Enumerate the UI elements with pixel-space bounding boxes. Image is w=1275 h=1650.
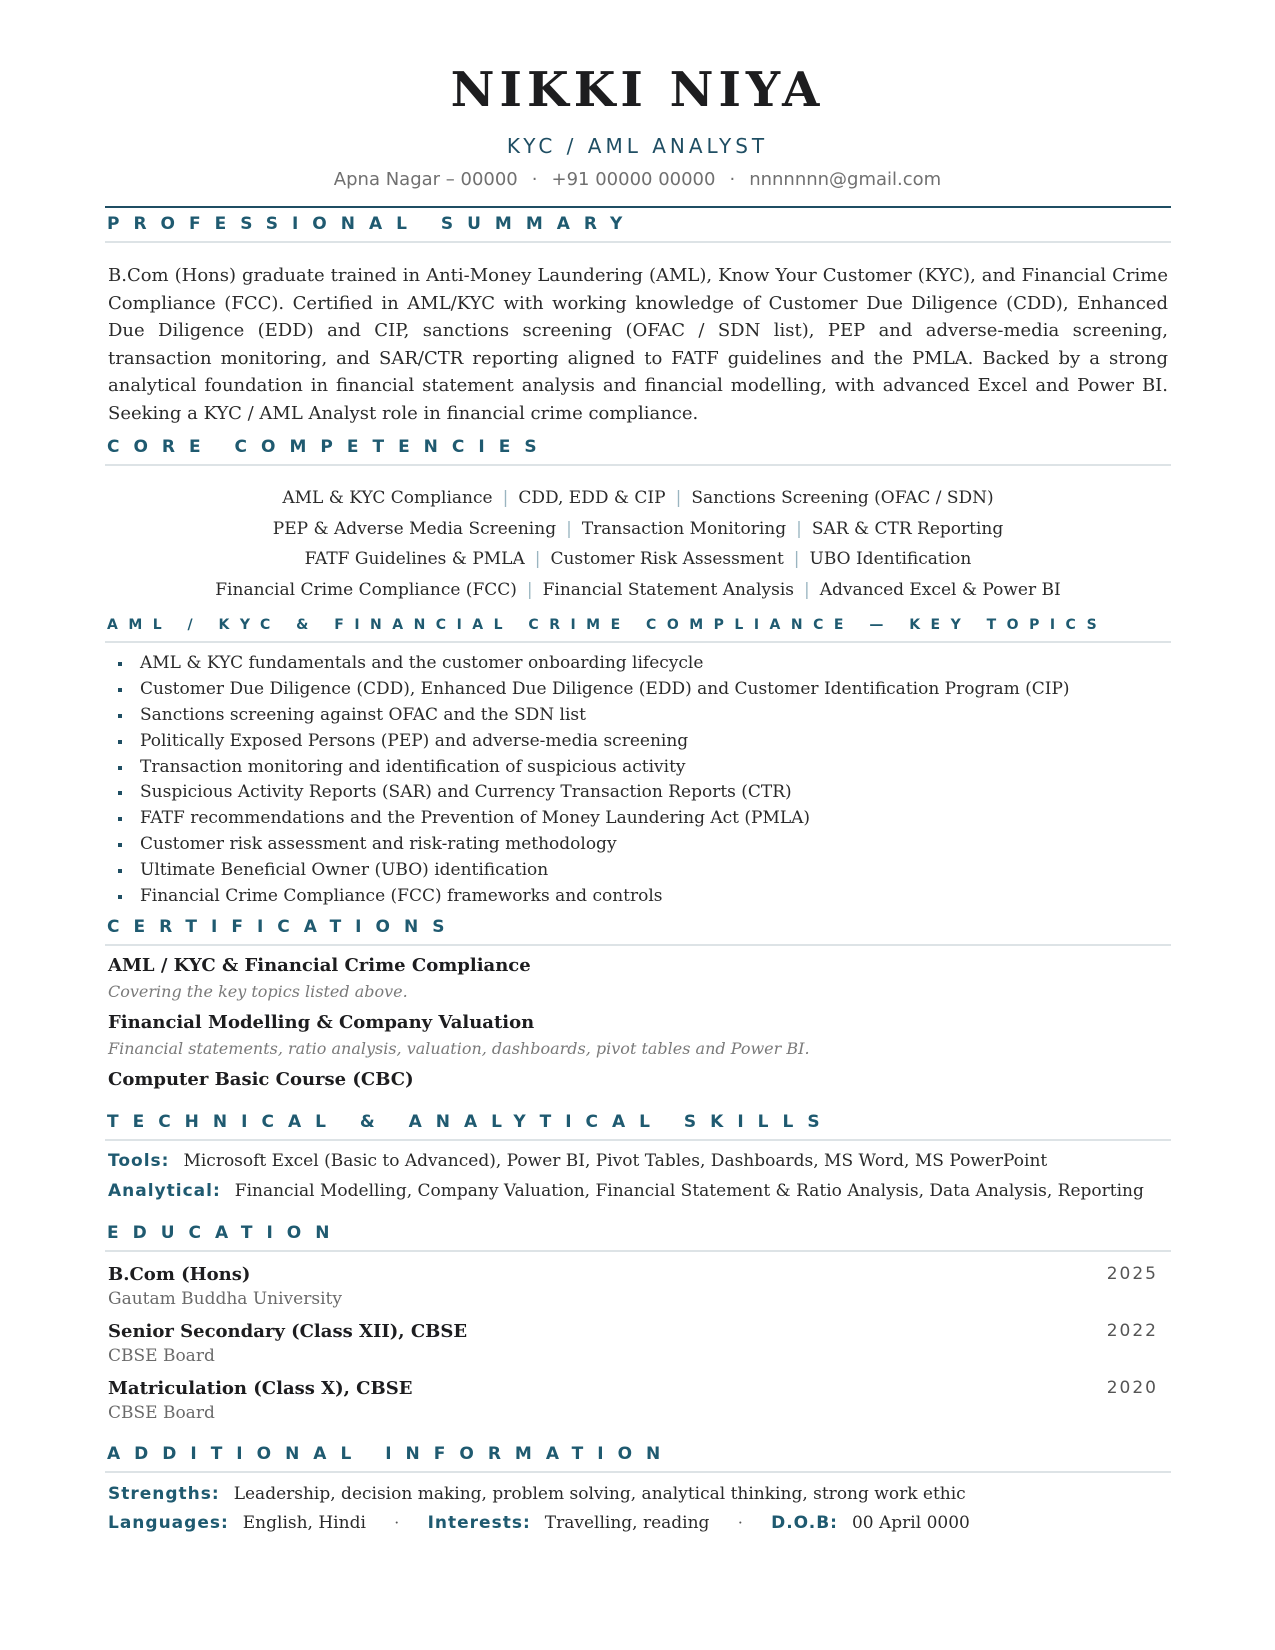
topic-text: Sanctions screening against OFAC and the SDN list bbox=[140, 704, 586, 725]
languages-value: English, Hindi bbox=[242, 1513, 366, 1533]
education-entry bbox=[108, 1264, 1158, 1309]
bullet-icon bbox=[118, 714, 122, 718]
contact-line bbox=[0, 169, 1275, 190]
topic-text: FATF recommendations and the Prevention of Money Laundering Act (PMLA) bbox=[140, 808, 811, 829]
skills-tools-row bbox=[108, 1151, 1047, 1171]
certification-description: Covering the key topics listed above. bbox=[108, 982, 408, 1001]
section-divider bbox=[105, 944, 1171, 946]
competency-row bbox=[105, 575, 1171, 606]
list-item bbox=[118, 703, 1158, 729]
bullet-icon bbox=[118, 791, 122, 795]
section-divider bbox=[105, 241, 1171, 243]
section-divider bbox=[105, 1139, 1171, 1141]
topic-text: Politically Exposed Persons (PEP) and adverse-media screening bbox=[140, 730, 689, 751]
skills-tools-value: Microsoft Excel (Basic to Advanced), Power BI, Pivot Tables, Dashboards, MS Word, MS PowerPoint bbox=[183, 1151, 1048, 1171]
bullet-icon bbox=[118, 869, 122, 873]
bullet-icon bbox=[118, 843, 122, 847]
competency-item: UBO Identification bbox=[809, 549, 972, 569]
section-divider bbox=[105, 1471, 1171, 1473]
competency-separator: | bbox=[502, 488, 509, 508]
detail-separator: · bbox=[393, 1513, 400, 1532]
contact-separator: · bbox=[531, 169, 538, 190]
competency-item: Transaction Monitoring bbox=[581, 518, 787, 539]
competency-item: FATF Guidelines & PMLA bbox=[304, 549, 525, 569]
competency-separator: | bbox=[793, 549, 800, 569]
education-degree: Matriculation (Class X), CBSE bbox=[108, 1378, 413, 1399]
personal-details-row bbox=[108, 1513, 970, 1533]
topics-list bbox=[118, 651, 1158, 910]
topic-text: Ultimate Beneficial Owner (UBO) identification bbox=[140, 860, 549, 881]
strengths-value: Leadership, decision making, problem solving, analytical thinking, strong work ethic bbox=[233, 1484, 966, 1504]
list-item bbox=[118, 884, 1158, 910]
competency-row bbox=[105, 544, 1171, 575]
education-degree: Senior Secondary (Class XII), CBSE bbox=[108, 1321, 468, 1342]
skills-analytical-value: Financial Modelling, Company Valuation, Financial Statement & Ratio Analysis, Data Analysis, Reporting bbox=[234, 1181, 1144, 1201]
competency-item: AML & KYC Compliance bbox=[282, 488, 493, 508]
section-title-skills: TECHNICAL & ANALYTICAL SKILLS bbox=[107, 1112, 834, 1132]
certification-name: Computer Basic Course (CBC) bbox=[108, 1069, 414, 1090]
section-title-competencies: CORE COMPETENCIES bbox=[107, 437, 551, 457]
contact-email[interactable]: nnnnnnn@gmail.com bbox=[749, 169, 942, 190]
candidate-role: KYC / AML ANALYST bbox=[506, 134, 769, 158]
section-divider bbox=[105, 464, 1171, 466]
certification-name: Financial Modelling & Company Valuation bbox=[108, 1012, 535, 1033]
strengths-row bbox=[108, 1484, 966, 1504]
competency-item: CDD, EDD & CIP bbox=[518, 488, 666, 508]
contact-address: Apna Nagar – 00000 bbox=[333, 169, 518, 190]
education-degree: B.Com (Hons) bbox=[108, 1264, 251, 1285]
bullet-icon bbox=[118, 662, 122, 666]
competency-item: SAR & CTR Reporting bbox=[811, 518, 1004, 539]
topic-text: Suspicious Activity Reports (SAR) and Currency Transaction Reports (CTR) bbox=[140, 782, 792, 803]
education-institution: CBSE Board bbox=[108, 1403, 215, 1423]
competency-item: Sanctions Screening (OFAC / SDN) bbox=[691, 488, 994, 508]
contact-phone: +91 00000 00000 bbox=[551, 169, 716, 190]
section-title-certifications: CERTIFICATIONS bbox=[107, 917, 459, 937]
bullet-icon bbox=[118, 817, 122, 821]
topic-text: Transaction monitoring and identification of suspicious activity bbox=[140, 756, 686, 777]
list-item bbox=[118, 858, 1158, 884]
section-title-additional: ADDITIONAL INFORMATION bbox=[107, 1444, 675, 1464]
topic-text: Financial Crime Compliance (FCC) frameworks and controls bbox=[140, 886, 663, 907]
bullet-icon bbox=[118, 895, 122, 899]
skills-analytical-label: Analytical: bbox=[108, 1181, 221, 1201]
education-year: 2025 bbox=[1106, 1264, 1158, 1284]
list-item bbox=[118, 806, 1158, 832]
education-institution: Gautam Buddha University bbox=[108, 1289, 342, 1309]
certification-description: Financial statements, ratio analysis, valuation, dashboards, pivot tables and Power BI. bbox=[108, 1039, 810, 1058]
certification-name: AML / KYC & Financial Crime Compliance bbox=[108, 955, 531, 976]
education-year: 2020 bbox=[1106, 1378, 1158, 1398]
competency-item: Financial Crime Compliance (FCC) bbox=[215, 579, 517, 600]
competency-separator: | bbox=[796, 518, 802, 539]
interests-value: Travelling, reading bbox=[544, 1513, 710, 1533]
topic-text: Customer risk assessment and risk-rating methodology bbox=[140, 834, 617, 855]
competencies-grid bbox=[105, 483, 1171, 605]
section-divider bbox=[105, 1250, 1171, 1252]
competency-separator: | bbox=[803, 579, 810, 600]
list-item bbox=[118, 832, 1158, 858]
header-divider bbox=[105, 206, 1171, 208]
section-title-education: EDUCATION bbox=[107, 1223, 344, 1243]
dob-label: D.O.B: bbox=[771, 1513, 838, 1533]
competency-item: Advanced Excel & Power BI bbox=[819, 579, 1061, 600]
contact-separator: · bbox=[729, 169, 736, 190]
summary-text: B.Com (Hons) graduate trained in Anti-Money Laundering (AML), Know Your Customer (KYC), and Financial Crime Compliance (FCC). Certified in AML/KYC with working knowledge of Customer Due Diligence (CDD), Enhanced Due Diligence (EDD) and CIP, sanctions screening (OFAC / SDN list), PEP and adverse-media screening, transaction monitoring, and SAR/CTR reporting aligned to FATF guidelines and the PMLA. Backed by a strong analytical foundation in financial statement analysis and financial modelling, with advanced Excel and Power BI. Seeking a KYC / AML Analyst role in financial crime compliance. bbox=[108, 265, 1168, 424]
skills-analytical-row bbox=[108, 1181, 1144, 1201]
section-title-summary: PROFESSIONAL SUMMARY bbox=[107, 214, 637, 234]
dob-value: 00 April 0000 bbox=[851, 1513, 970, 1533]
competency-item: PEP & Adverse Media Screening bbox=[272, 518, 557, 539]
detail-separator: · bbox=[737, 1513, 744, 1532]
section-title-topics: AML / KYC & FINANCIAL CRIME COMPLIANCE — KEY TOPICS bbox=[107, 617, 1108, 633]
topic-text: Customer Due Diligence (CDD), Enhanced Due Diligence (EDD) and Customer Identification Program (CIP) bbox=[140, 678, 1070, 699]
candidate-name: NIKKI NIYA bbox=[450, 62, 825, 118]
competency-separator: | bbox=[534, 549, 541, 569]
languages-label: Languages: bbox=[108, 1513, 229, 1533]
competency-separator: | bbox=[566, 518, 572, 539]
strengths-label: Strengths: bbox=[108, 1484, 220, 1504]
list-item bbox=[118, 755, 1158, 781]
competency-row bbox=[105, 483, 1171, 514]
education-institution: CBSE Board bbox=[108, 1346, 215, 1366]
competency-item: Customer Risk Assessment bbox=[550, 549, 784, 569]
education-entry bbox=[108, 1321, 1158, 1366]
competency-row bbox=[105, 514, 1171, 545]
interests-label: Interests: bbox=[427, 1513, 531, 1533]
skills-tools-label: Tools: bbox=[108, 1151, 170, 1171]
bullet-icon bbox=[118, 766, 122, 770]
list-item bbox=[118, 780, 1158, 806]
topic-text: AML & KYC fundamentals and the customer onboarding lifecycle bbox=[140, 653, 704, 673]
list-item bbox=[118, 677, 1158, 703]
list-item bbox=[118, 729, 1158, 755]
list-item bbox=[118, 651, 1158, 677]
competency-item: Financial Statement Analysis bbox=[542, 579, 794, 600]
competency-separator: | bbox=[675, 488, 682, 508]
section-divider bbox=[105, 641, 1171, 643]
education-entry bbox=[108, 1378, 1158, 1423]
education-year: 2022 bbox=[1106, 1321, 1158, 1341]
bullet-icon bbox=[118, 688, 122, 692]
competency-separator: | bbox=[526, 579, 533, 600]
bullet-icon bbox=[118, 740, 122, 744]
